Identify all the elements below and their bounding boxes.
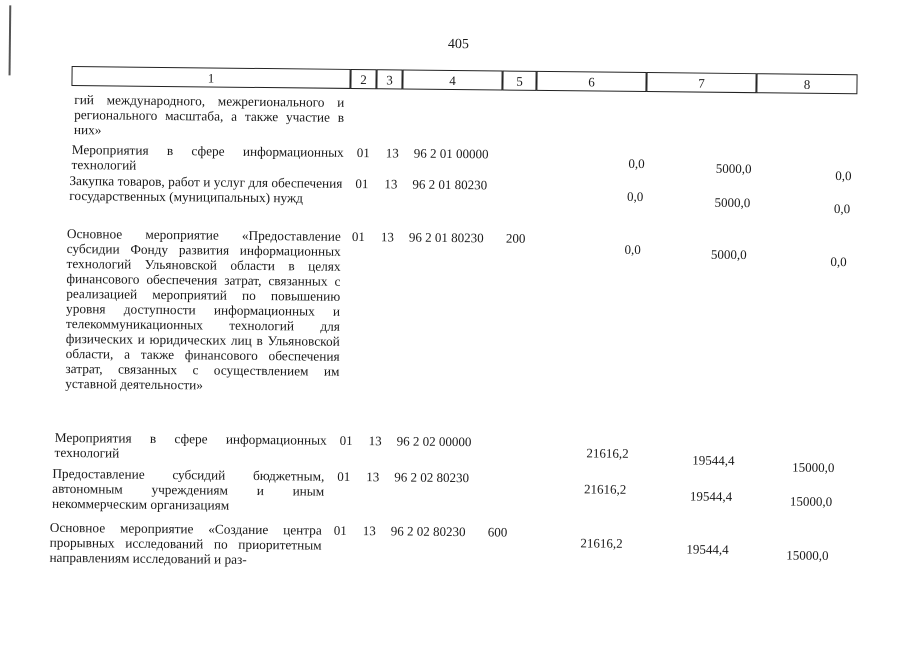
table-row	[0, 429, 904, 476]
row-col-7: 19544,4	[686, 541, 729, 557]
row-col-6: 21616,2	[586, 445, 629, 461]
row-col-3: 13	[362, 523, 376, 539]
header-col-3: 3	[376, 69, 402, 89]
table-row	[2, 141, 905, 184]
row-col-7: 19544,4	[692, 452, 735, 468]
header-col-7: 7	[646, 72, 756, 93]
table-row	[0, 519, 903, 567]
row-col-2: 01	[351, 228, 365, 245]
row-col-2: 01	[339, 432, 353, 448]
row-name: Основное мероприятие «Предоставление субсидии Фонду развития информационных технологий Ульяновской области в целях финансового обеспечения затрат, связанных с реализацией мероприятий по повышению уровня доступности информационных и телекоммуникационных технологий для физических и юридических лиц в Ульяновской области, а также финансового обеспечения затрат, связанных с осуществлением им уставной деятельности»	[65, 225, 341, 393]
row-col-6: 0,0	[624, 241, 641, 257]
page-number: 405	[447, 36, 469, 53]
row-col-4: 96 2 01 80230	[408, 229, 484, 246]
row-col-4: 96 2 02 00000	[396, 433, 472, 450]
row-col-3: 13	[385, 145, 399, 161]
row-col-5: 600	[487, 524, 508, 540]
row-col-6: 0,0	[626, 188, 644, 205]
row-col-6: 21616,2	[580, 535, 623, 551]
row-name: Основное мероприятие «Создание центра прорывных исследований по приоритетным направлениям исследований и раз-	[49, 519, 322, 567]
row-name: Предоставление субсидий бюджетным, автономным учреждениям и иным некоммерческим организациям	[51, 465, 325, 513]
row-col-2: 01	[333, 522, 347, 538]
row-name: гий международного, межрегионального и регионального масштаба, а также участие в них»	[73, 92, 345, 138]
row-col-6: 0,0	[628, 155, 645, 172]
row-col-3: 13	[368, 433, 382, 449]
row-col-3: 13	[380, 229, 394, 245]
row-col-7: 5000,0	[715, 160, 752, 177]
table-row	[1, 225, 905, 393]
row-col-2: 01	[355, 176, 369, 192]
row-col-2: 01	[337, 468, 351, 484]
row-col-7: 5000,0	[710, 246, 747, 263]
header-col-1: 1	[71, 66, 350, 89]
row-col-7: 19544,4	[689, 488, 733, 504]
row-col-6: 21616,2	[583, 481, 627, 497]
table-header	[71, 66, 857, 94]
row-col-8: 0,0	[833, 201, 851, 217]
row-col-7: 5000,0	[714, 194, 751, 211]
row-name: Мероприятия в сфере информационных технологий	[71, 142, 344, 173]
row-col-8: 15000,0	[789, 493, 833, 510]
row-name: Мероприятия в сфере информационных технологий	[54, 429, 327, 461]
row-col-3: 13	[384, 176, 398, 192]
row-col-8: 0,0	[835, 168, 852, 184]
header-col-2: 2	[350, 69, 376, 89]
row-col-4: 96 2 01 00000	[413, 145, 489, 162]
row-col-4: 96 2 01 80230	[412, 176, 488, 193]
row-col-8: 15000,0	[786, 547, 829, 563]
header-col-5: 5	[502, 71, 536, 91]
row-col-5: 200	[505, 230, 526, 246]
row-col-2: 01	[356, 145, 370, 161]
row-col-4: 96 2 02 80230	[390, 523, 466, 540]
row-col-8: 15000,0	[792, 459, 835, 476]
header-col-8: 8	[756, 73, 857, 94]
row-col-3: 13	[366, 469, 380, 485]
row-col-4: 96 2 02 80230	[394, 469, 470, 486]
row-name: Закупка товаров, работ и услуг для обеспечения государственных (муниципальных) нужд	[69, 173, 343, 206]
row-col-8: 0,0	[830, 253, 847, 270]
header-col-4: 4	[402, 69, 502, 90]
scan-edge-mark	[9, 5, 12, 75]
header-col-6: 6	[536, 71, 646, 92]
